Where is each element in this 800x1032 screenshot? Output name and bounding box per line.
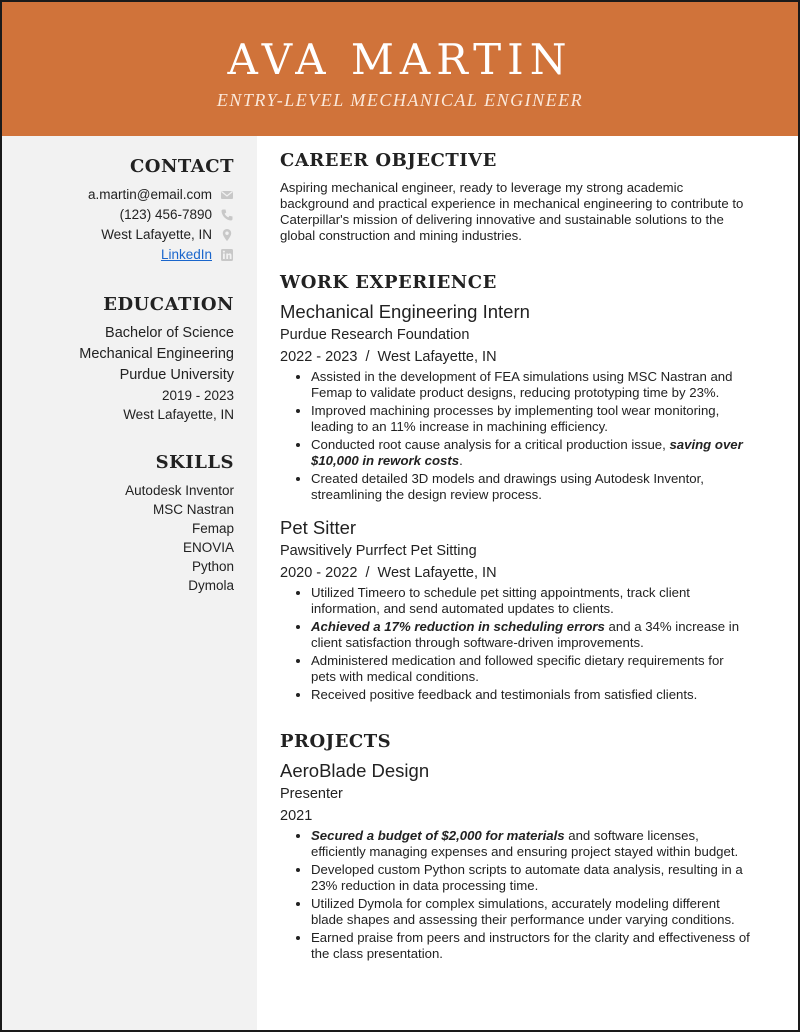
- bullet-text: and a 34% increase in client satisfaction through software-driven improvements.: [311, 619, 740, 650]
- skills-heading: SKILLS: [155, 452, 234, 473]
- project-role: Presenter: [280, 786, 343, 802]
- education-school: Purdue University: [119, 367, 234, 383]
- project-title: AeroBlade Design: [280, 760, 430, 781]
- education-location: West Lafayette, IN: [123, 407, 234, 422]
- job-title: Mechanical Engineering Intern: [280, 301, 530, 322]
- education-heading: EDUCATION: [103, 294, 234, 315]
- bullet-text: .: [459, 453, 463, 468]
- bullet-text: Administered medication and followed specific dietary requirements for pets with medical conditions.: [311, 653, 724, 684]
- bullet-text: Utilized Dymola for complex simulations, accurately modeling different blade shapes and assessing their performance under varying conditions.: [311, 896, 735, 927]
- education-years: 2019 - 2023: [161, 388, 234, 403]
- bullet-text: Improved machining processes by implementing tool wear monitoring, leading to an 11% increase in machining efficiency.: [311, 403, 720, 434]
- job-dates-location: 2022 - 2023 / West Lafayette, IN: [280, 349, 497, 365]
- bullet-text: and software licenses, efficiently managing expenses and ensuring project stayed within budget.: [311, 828, 739, 859]
- objective-heading: CAREER OBJECTIVE: [280, 150, 497, 171]
- contact-heading: CONTACT: [129, 156, 234, 177]
- education-major: Mechanical Engineering: [79, 346, 234, 362]
- phone-text: (123) 456-7890: [119, 207, 212, 222]
- education-degree: Bachelor of Science: [105, 325, 234, 341]
- linkedin-link[interactable]: LinkedIn: [160, 247, 212, 262]
- email-text: a.martin@email.com: [88, 187, 212, 202]
- job-dates-location: 2020 - 2022 / West Lafayette, IN: [280, 565, 497, 581]
- candidate-title: ENTRY-LEVEL MECHANICAL ENGINEER: [216, 90, 584, 110]
- bullet-text: Created detailed 3D models and drawings using Autodesk Inventor, streamlining the design review process.: [311, 471, 704, 502]
- skill-item: Dymola: [188, 578, 234, 593]
- bullet-highlight: saving over $10,000 in rework costs: [311, 437, 743, 468]
- bullet-highlight: Secured a budget of $2,000 for materials: [311, 828, 565, 843]
- objective-text: Aspiring mechanical engineer, ready to leverage my strong academic background and practical experience in mechanical engineering to contribute to Caterpillar's mission of delivering innovative and sustainable solutions to the global construction and mining industries.: [280, 180, 744, 243]
- bullet-text: Earned praise from peers and instructors for the clarity and effectiveness of the class presentation.: [311, 930, 750, 961]
- bullet-text: Utilized Timeero to schedule pet sitting appointments, track client information, and send automated updates to clients.: [311, 585, 690, 616]
- skill-item: Autodesk Inventor: [125, 483, 234, 498]
- skill-item: ENOVIA: [182, 540, 234, 555]
- bullet-text: Received positive feedback and testimonials from satisfied clients.: [311, 687, 698, 702]
- job-organization: Purdue Research Foundation: [280, 327, 470, 343]
- bullet-text: Conducted root cause analysis for a critical production issue,: [311, 437, 670, 452]
- experience-heading: WORK EXPERIENCE: [280, 272, 497, 293]
- bullet-text: Assisted in the development of FEA simulations using MSC Nastran and Femap to validate product designs, reducing prototyping time by 23%.: [311, 369, 733, 400]
- bullet-text: Developed custom Python scripts to automate data analysis, resulting in a 23% reduction in data processing time.: [311, 862, 743, 893]
- bullet-highlight: Achieved a 17% reduction in scheduling errors: [311, 619, 605, 634]
- candidate-name: AVA MARTIN: [227, 35, 573, 84]
- skill-item: Femap: [191, 521, 234, 536]
- skill-item: Python: [191, 559, 234, 574]
- job-title: Pet Sitter: [280, 517, 357, 538]
- job-organization: Pawsitively Purrfect Pet Sitting: [280, 543, 477, 559]
- project-year: 2021: [280, 808, 313, 824]
- location-text: West Lafayette, IN: [101, 227, 212, 242]
- projects-heading: PROJECTS: [280, 731, 392, 752]
- skill-item: MSC Nastran: [152, 502, 234, 517]
